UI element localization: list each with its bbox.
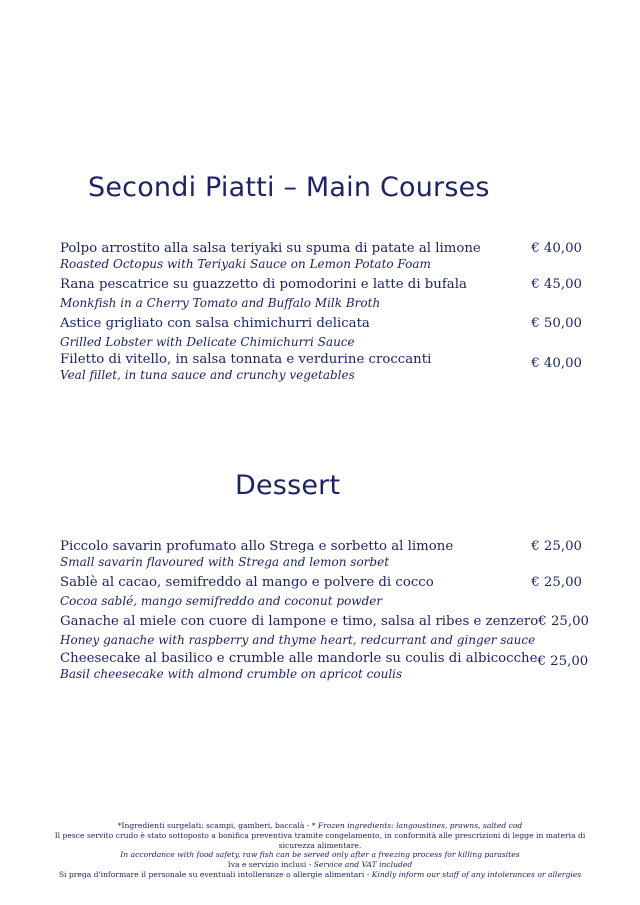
dish-name-en: Roasted Octopus with Teriyaki Sauce on Lemon Potato Foam	[60, 257, 431, 271]
dish-name-it: Sablè al cacao, semifreddo al mango e polvere di cocco	[60, 575, 434, 590]
menu-item	[60, 316, 582, 349]
allergy-note	[40, 870, 600, 880]
dish-name-it: Piccolo savarin profumato allo Strega e sorbetto al limone	[60, 539, 454, 554]
allergy-note-it: Si prega d'informare il personale su eventuali intolleranze o allergie alimentari -	[58, 869, 372, 879]
raw-fish-note-it: Il pesce servito crudo è stato sottoposto a bonifica preventiva tramite congelamento, in conformità alle prescrizioni di legge in materia di sicurezza alimentare.	[54, 830, 586, 850]
menu-item	[60, 575, 582, 608]
menu-item	[60, 241, 582, 271]
dish-name-it: Ganache al miele con cuore di lampone e timo, salsa al ribes e zenzero	[60, 614, 539, 629]
frozen-ingredients-note	[40, 821, 600, 831]
dish-price: € 25,00	[538, 614, 590, 629]
frozen-note-en: * Frozen ingredients: langoustines, prawns, salted cod	[311, 821, 523, 830]
dish-name-en: Basil cheesecake with almond crumble on apricot coulis	[60, 667, 403, 681]
dish-name-en: Monkfish in a Cherry Tomato and Buffalo Milk Broth	[60, 296, 381, 310]
dish-name-it: Filetto di vitello, in salsa tonnata e verdurine croccanti	[60, 352, 432, 367]
menu-item	[60, 651, 589, 681]
service-note	[40, 860, 600, 870]
dish-name-it: Rana pescatrice su guazzetto di pomodorini e latte di bufala	[60, 277, 467, 292]
dish-name-en: Honey ganache with raspberry and thyme heart, redcurrant and ginger sauce	[60, 633, 536, 647]
menu-item	[60, 539, 582, 569]
dish-price: € 25,00	[531, 575, 582, 590]
dish-name-en: Small savarin flavoured with Strega and lemon sorbet	[60, 555, 390, 569]
dish-price: € 40,00	[531, 241, 582, 256]
dish-name-en: Veal fillet, in tuna sauce and crunchy vegetables	[60, 368, 355, 382]
section-title-dessert: Dessert	[235, 470, 341, 501]
frozen-note-it: *Ingredienti surgelati: scampi, gamberi, baccalà -	[117, 821, 312, 830]
dish-name-it: Polpo arrostito alla salsa teriyaki su spuma di patate al limone	[60, 241, 481, 256]
allergy-note-en: Kindly inform our staff of any intolerances or allergies	[371, 869, 582, 879]
dish-name-en: Cocoa sablé, mango semifreddo and coconut powder	[60, 594, 383, 608]
service-note-en: Service and VAT included	[313, 860, 413, 870]
dish-name-en: Grilled Lobster with Delicate Chimichurri Sauce	[60, 335, 355, 349]
dish-price: € 25,00	[537, 654, 589, 669]
dish-price: € 50,00	[531, 316, 582, 331]
menu-item	[60, 352, 582, 382]
menu-item	[60, 277, 582, 310]
dish-price: € 25,00	[531, 539, 582, 554]
service-note-it: Iva e servizio inclusi -	[227, 860, 314, 870]
raw-fish-note-en: In accordance with food safety, raw fish can be served only after a freezing process for killing parasites	[120, 850, 520, 860]
dish-name-it: Cheesecake al basilico e crumble alle mandorle su coulis di albicocche	[60, 651, 538, 666]
dish-price: € 40,00	[531, 356, 582, 371]
menu-item	[60, 614, 590, 647]
footer-notes	[40, 821, 600, 880]
dish-name-it: Astice grigliato con salsa chimichurri delicata	[60, 316, 370, 331]
section-title-main-courses: Secondi Piatti – Main Courses	[88, 172, 490, 203]
dish-price: € 45,00	[531, 277, 582, 292]
